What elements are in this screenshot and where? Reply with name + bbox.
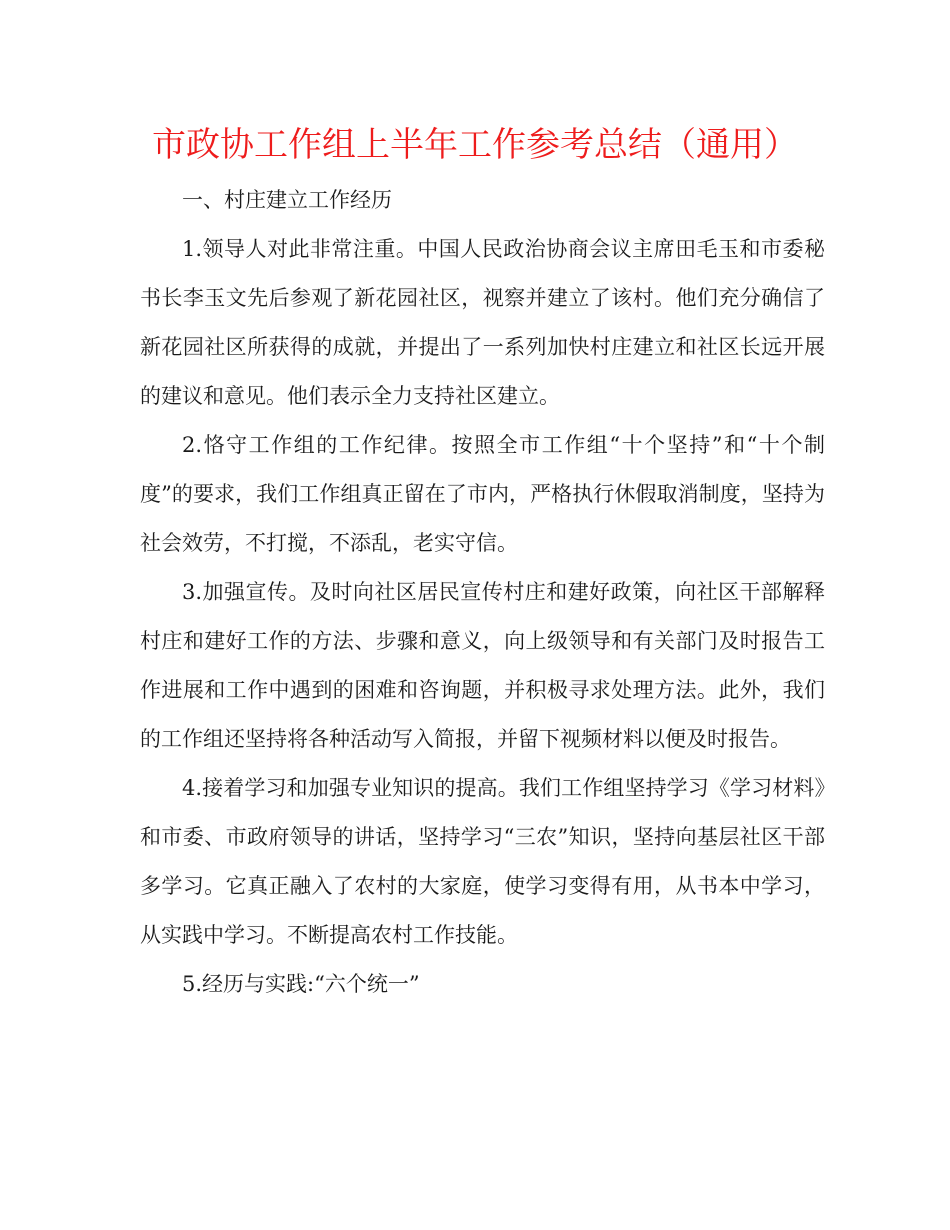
paragraph-3: 3.加强宣传。及时向社区居民宣传村庄和建好政策，向社区干部解释村庄和建好工作的方法、步骤和意义，向上级领导和有关部门及时报告工作进展和工作中遇到的困难和咨询题，并积极寻求处理方法。此外，我们的工作组还坚持将各种活动写入简报，并留下视频材料以便及时报告。: [140, 580, 825, 751]
paragraph-5: 5.经历与实践:“六个统一”: [182, 972, 420, 996]
document-body: [140, 176, 825, 1009]
section-heading: 一、村庄建立工作经历: [182, 188, 392, 212]
paragraph-1: 1.领导人对此非常注重。中国人民政治协商会议主席田毛玉和市委秘书长李玉文先后参观了新花园社区，视察并建立了该村。他们充分确信了新花园社区所获得的成就，并提出了一系列加快村庄建立和社区长远开展的建议和意见。他们表示全力支持社区建立。: [140, 237, 825, 408]
document-title: 市政协工作组上半年工作参考总结（通用）: [152, 125, 798, 165]
paragraph-4: 4.接着学习和加强专业知识的提高。我们工作组坚持学习《学习材料》和市委、市政府领导的讲话，坚持学习“三农”知识，坚持向基层社区干部多学习。它真正融入了农村的大家庭，使学习变得有用，从书本中学习，从实践中学习。不断提高农村工作技能。: [140, 776, 825, 947]
paragraph-2: 2.恪守工作组的工作纪律。按照全市工作组“十个坚持”和“十个制度”的要求，我们工作组真正留在了市内，严格执行休假取消制度，坚持为社会效劳，不打搅，不添乱，老实守信。: [140, 433, 825, 555]
